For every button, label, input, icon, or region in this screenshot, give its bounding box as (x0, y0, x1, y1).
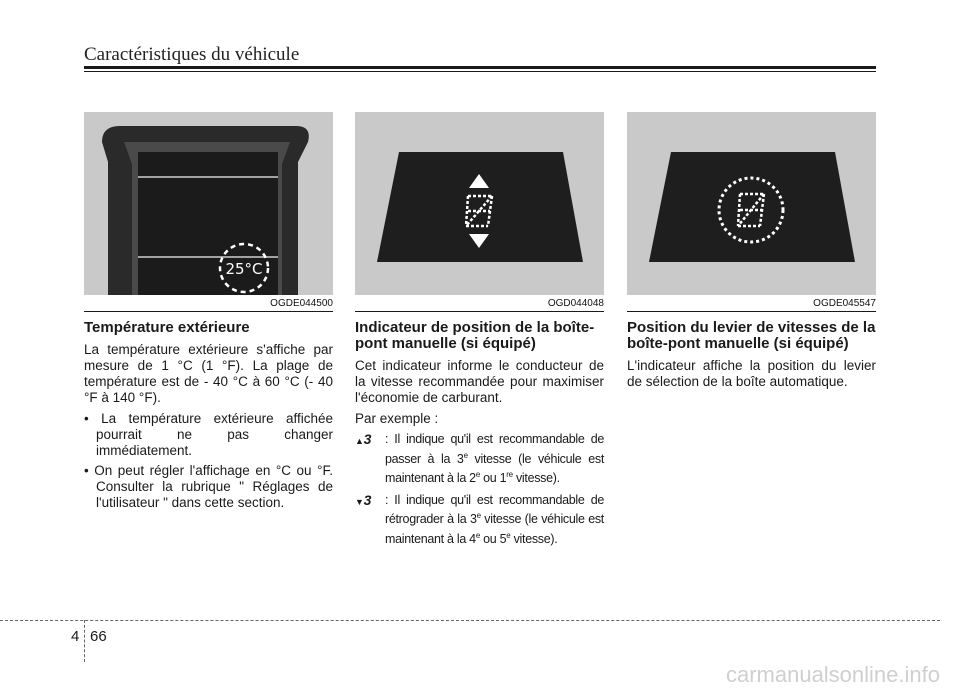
arrow-down-icon: ▼ (355, 496, 364, 507)
downshift-symbol: ▼3 (355, 491, 372, 508)
gear-position-illustration (627, 112, 876, 295)
caption-rule (84, 311, 333, 312)
upshift-symbol: ▲3 (355, 431, 372, 447)
bullet-list (84, 411, 333, 511)
example-upshift: ▲3 : Il indique qu'il est recommandable de passer à la 3e vitesse (le véhicule est maintenant à la 2e ou 1re vitesse). (355, 431, 604, 486)
footer-divider (84, 620, 85, 662)
figure-code: OGDE045547 (813, 298, 876, 309)
header-rule (84, 66, 876, 69)
watermark: carmanualsonline.info (725, 662, 940, 687)
page-number: 66 (90, 628, 107, 645)
paragraph: L'indicateur affiche la position du levier de sélection de la boîte automatique. (627, 358, 876, 389)
arrow-up-icon: ▲ (355, 436, 364, 446)
figure-code: OGD044048 (547, 298, 604, 309)
section-heading: Température extérieure (84, 319, 250, 336)
figure-code: OGDE044500 (270, 298, 333, 309)
section-heading: Indicateur de position de la boîte-pont manuelle (si équipé) (355, 319, 595, 352)
column-shift-indicator (355, 112, 604, 554)
column-gear-lever-position (627, 112, 876, 395)
caption-rule (355, 311, 604, 312)
footer-rule (0, 620, 940, 621)
paragraph: Cet indicateur informe le conducteur de la vitesse recommandée pour maximiser l'économie de carburant. (355, 358, 604, 405)
paragraph: Par exemple : (355, 411, 439, 426)
section-heading: Position du levier de vitesses de la boîte-pont manuelle (si équipé) (627, 319, 876, 352)
figure-outside-temperature (84, 112, 333, 295)
example-downshift: ▼3 : Il indique qu'il est recommandable de rétrograder à la 3e vitesse (le véhicule est maintenant à la 4e ou 5e vitesse). (355, 491, 604, 547)
cluster-temperature-illustration (84, 112, 333, 295)
chapter-number: 4 (71, 628, 80, 645)
paragraph: La température extérieure s'affiche par mesure de 1 °C (1 °F). La plage de température est de - 40 °C à 60 °C (- 40 °F à 140 °F). (84, 342, 333, 405)
caption-rule (627, 311, 876, 312)
temperature-readout: 25°C (225, 260, 263, 278)
header-rule-thin (84, 71, 876, 72)
shift-indicator-illustration (355, 112, 604, 295)
header-title: Caractéristiques du véhicule (84, 44, 300, 65)
bullet-item: • La température extérieure affichée pourrait ne pas changer immédiatement. (84, 411, 333, 458)
bullet-item: • On peut régler l'affichage en °C ou °F. Consulter la rubrique " Réglages de l'utilisateur " dans cette section. (84, 463, 333, 510)
figure-shift-indicator (355, 112, 604, 295)
figure-gear-lever-position (627, 112, 876, 295)
column-outside-temperature (84, 112, 333, 515)
